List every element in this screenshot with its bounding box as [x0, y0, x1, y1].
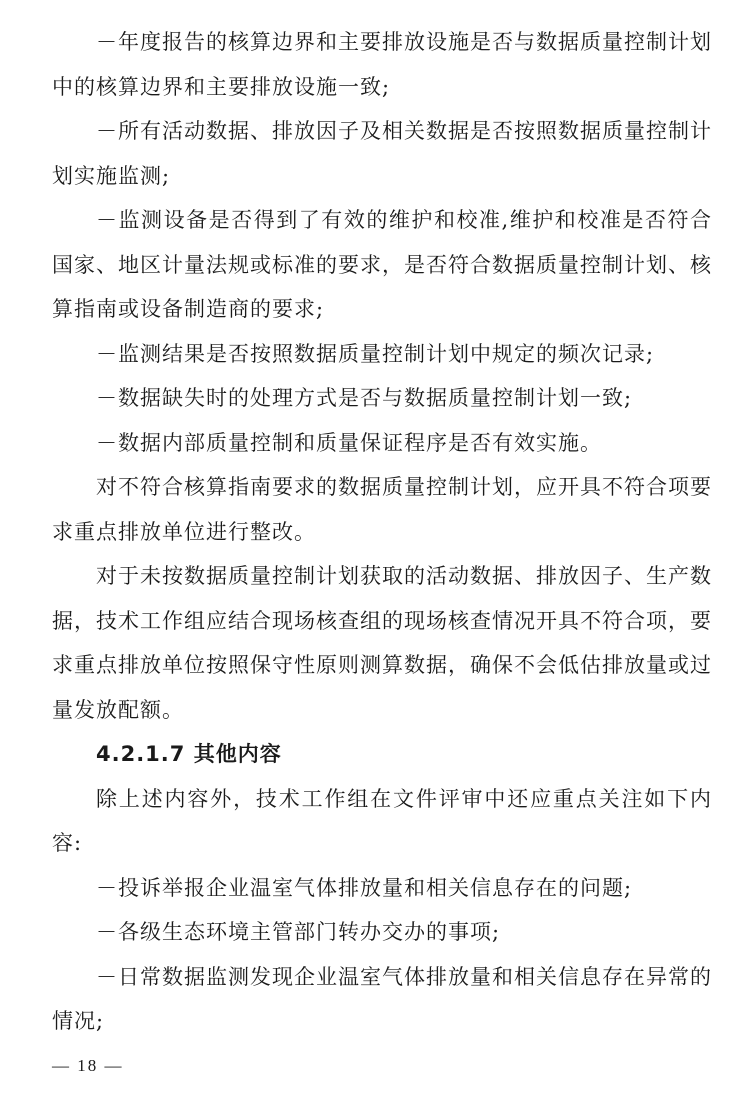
paragraph-abnormal-data: －日常数据监测发现企业温室气体排放量和相关信息存在异常的情况; — [52, 964, 712, 1033]
paragraph-complaints: －投诉举报企业温室气体排放量和相关信息存在的问题; — [96, 875, 633, 900]
paragraph-quality-assurance: －数据内部质量控制和质量保证程序是否有效实施。 — [96, 430, 602, 455]
paragraph-transferred-matters: －各级生态环境主管部门转办交办的事项; — [96, 920, 501, 944]
paragraph-other-focus-intro: 除上述内容外，技术工作组在文件评审中还应重点关注如下内容: — [52, 786, 712, 855]
paragraph-equipment-calibration: －监测设备是否得到了有效的维护和校准,维护和校准是否符合国家、地区计量法规或标准的要求，是否符合数据质量控制计划、核算指南或设备制造商的要求; — [52, 208, 712, 321]
paragraph-nonconformity-rectification: 对不符合核算指南要求的数据质量控制计划，应开具不符合项要求重点排放单位进行整改。 — [52, 475, 712, 544]
paragraph-activity-data-monitoring: －所有活动数据、排放因子及相关数据是否按照数据质量控制计划实施监测; — [52, 119, 712, 188]
paragraph-conservative-estimation: 对于未按数据质量控制计划获取的活动数据、排放因子、生产数据，技术工作组应结合现场核查组的现场核查情况开具不符合项，要求重点排放单位按照保守性原则测算数据，确保不会低估排放量或过量发放配额。 — [52, 564, 712, 722]
paragraph-monitoring-frequency: －监测结果是否按照数据质量控制计划中规定的频次记录; — [96, 341, 655, 366]
paragraph-boundary-consistency: －年度报告的核算边界和主要排放设施是否与数据质量控制计划中的核算边界和主要排放设施一致; — [52, 30, 712, 99]
document-body — [52, 20, 712, 1044]
section-heading: 4.2.1.7 其他内容 — [96, 742, 282, 766]
paragraph-missing-data: －数据缺失时的处理方式是否与数据质量控制计划一致; — [96, 386, 633, 410]
page-number: — 18 — — [52, 1056, 124, 1075]
